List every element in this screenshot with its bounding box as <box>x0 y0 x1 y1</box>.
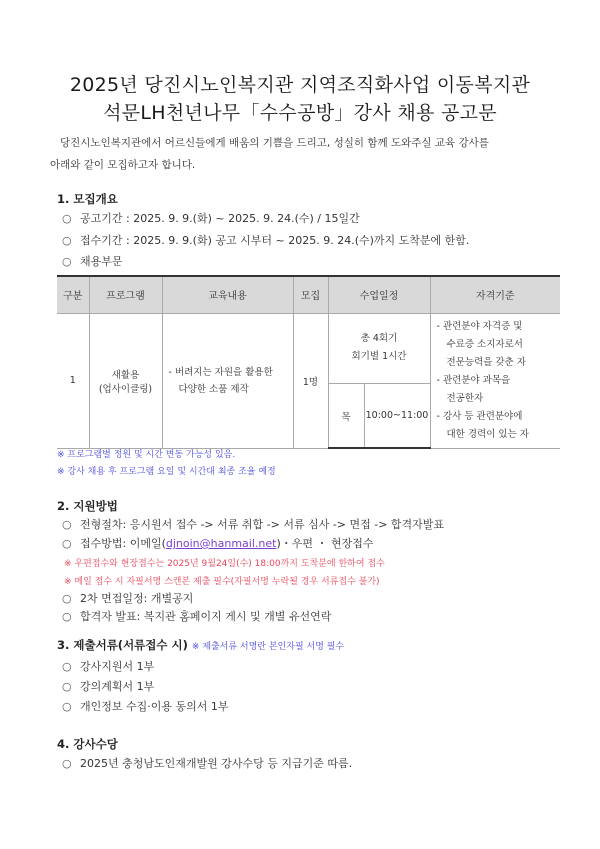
hiring-table <box>57 275 560 449</box>
header-program: 프로그램 <box>89 276 162 313</box>
cell-program: 새활용 (업사이클링) <box>89 313 162 448</box>
cell-schedule-time: 10:00~11:00 <box>364 384 430 448</box>
intro-line2: 아래와 같이 모집하고자 합니다. <box>50 159 196 171</box>
document-title-line1: 2025년 당진시노인복지관 지역조직화사업 이동복지관 <box>69 74 531 96</box>
cell-recruit: 1명 <box>293 313 328 448</box>
section4-heading: 4. 강사수당 <box>57 737 118 751</box>
cell-qualifications: - 관련분야 자격증 및 수료증 소지자로서 전문능력을 갖춘 자 - 관련분야 과목을 전공한자 - 강사 등 관련분야에 대한 경력이 있는 자 <box>430 313 560 448</box>
circle-bullet-icon: ○ <box>62 680 72 693</box>
circle-bullet-icon: ○ <box>62 212 72 225</box>
section1-item-posting-period: ○ 공고기간 : 2025. 9. 9.(화) ~ 2025. 9. 24.(수) / 15일간 <box>62 212 360 225</box>
section2-interview: ○ 2차 면접일정: 개별공지 <box>62 592 194 605</box>
circle-bullet-icon: ○ <box>62 234 72 247</box>
circle-bullet-icon: ○ <box>62 610 72 623</box>
circle-bullet-icon: ○ <box>62 660 72 673</box>
cell-schedule-total: 총 4회기 회기별 1시간 <box>328 313 430 384</box>
section1-item-application-period: ○ 접수기간 : 2025. 9. 9.(화) 공고 시부터 ~ 2025. 9. 24.(수)까지 도착분에 한함. <box>62 234 470 247</box>
header-recruit: 모집 <box>293 276 328 313</box>
warning-mail-deadline: ※ 우편접수와 현장접수는 2025년 9월24일(수) 18:00까지 도착분에 한하여 접수 <box>64 559 385 569</box>
note-schedule-coordination: ※ 강사 채용 후 프로그램 요일 및 시간대 최종 조율 예정 <box>57 467 276 477</box>
section1-heading: 1. 모집개요 <box>57 192 118 206</box>
table-header-row <box>57 276 560 313</box>
section3-heading: 3. 제출서류(서류접수 시) ※ 제출서류 서명란 본인자필 서명 필수 <box>57 638 345 652</box>
document-title-line2: 석문LH천년나무「수수공방」강사 채용 공고문 <box>103 102 497 124</box>
circle-bullet-icon: ○ <box>62 518 72 531</box>
section3-item-lesson-plan: ○ 강의계획서 1부 <box>62 680 155 693</box>
circle-bullet-icon: ○ <box>62 255 72 268</box>
cell-no: 1 <box>57 313 89 448</box>
section2-announcement: ○ 합격자 발표: 복지관 홈페이지 게시 및 개별 유선연락 <box>62 610 332 623</box>
section2-method: ○ 접수방법: 이메일(djnoin@hanmail.net)・우편 ・ 현장접수 <box>62 537 374 550</box>
section4-item-allowance: ○ 2025년 충청남도인재개발원 강사수당 등 지급기준 따름. <box>62 757 353 770</box>
table-row <box>57 313 560 384</box>
section2-process: ○ 전형절차: 응시원서 접수 -> 서류 취합 -> 서류 심사 -> 면접 -> 합격자발표 <box>62 518 445 531</box>
section3-item-application-form: ○ 강사지원서 1부 <box>62 660 155 673</box>
circle-bullet-icon: ○ <box>62 700 72 713</box>
section2-heading: 2. 지원방법 <box>57 499 118 513</box>
section3-heading-note: ※ 제출서류 서명란 본인자필 서명 필수 <box>191 642 345 652</box>
email-link[interactable]: djnoin@hanmail.net <box>165 537 277 550</box>
header-no: 구분 <box>57 276 89 313</box>
section1-item-hiring-category: ○ 채용부문 <box>62 255 123 268</box>
header-content: 교육내용 <box>162 276 293 313</box>
warning-signature-required: ※ 메일 접수 시 자필서명 스캔본 제출 필수(자필서명 누락될 경우 서류접수 불가) <box>64 577 380 587</box>
header-schedule: 수업일정 <box>328 276 430 313</box>
intro-line1: 당진시노인복지관에서 어르신들에게 배움의 기쁨을 드리고, 성실히 함께 도와주실 교육 강사를 <box>60 137 489 149</box>
note-program-change: ※ 프로그램별 정원 및 시간 변동 가능성 있음. <box>57 450 236 460</box>
circle-bullet-icon: ○ <box>62 537 72 550</box>
cell-schedule-day: 목 <box>328 384 364 448</box>
header-qualifications: 자격기준 <box>430 276 560 313</box>
intro-paragraph <box>50 132 560 176</box>
section3-item-privacy-consent: ○ 개인정보 수집·이용 동의서 1부 <box>62 700 229 713</box>
circle-bullet-icon: ○ <box>62 592 72 605</box>
circle-bullet-icon: ○ <box>62 757 72 770</box>
cell-content: - 버려지는 자원을 활용한 다양한 소품 제작 <box>162 313 293 448</box>
